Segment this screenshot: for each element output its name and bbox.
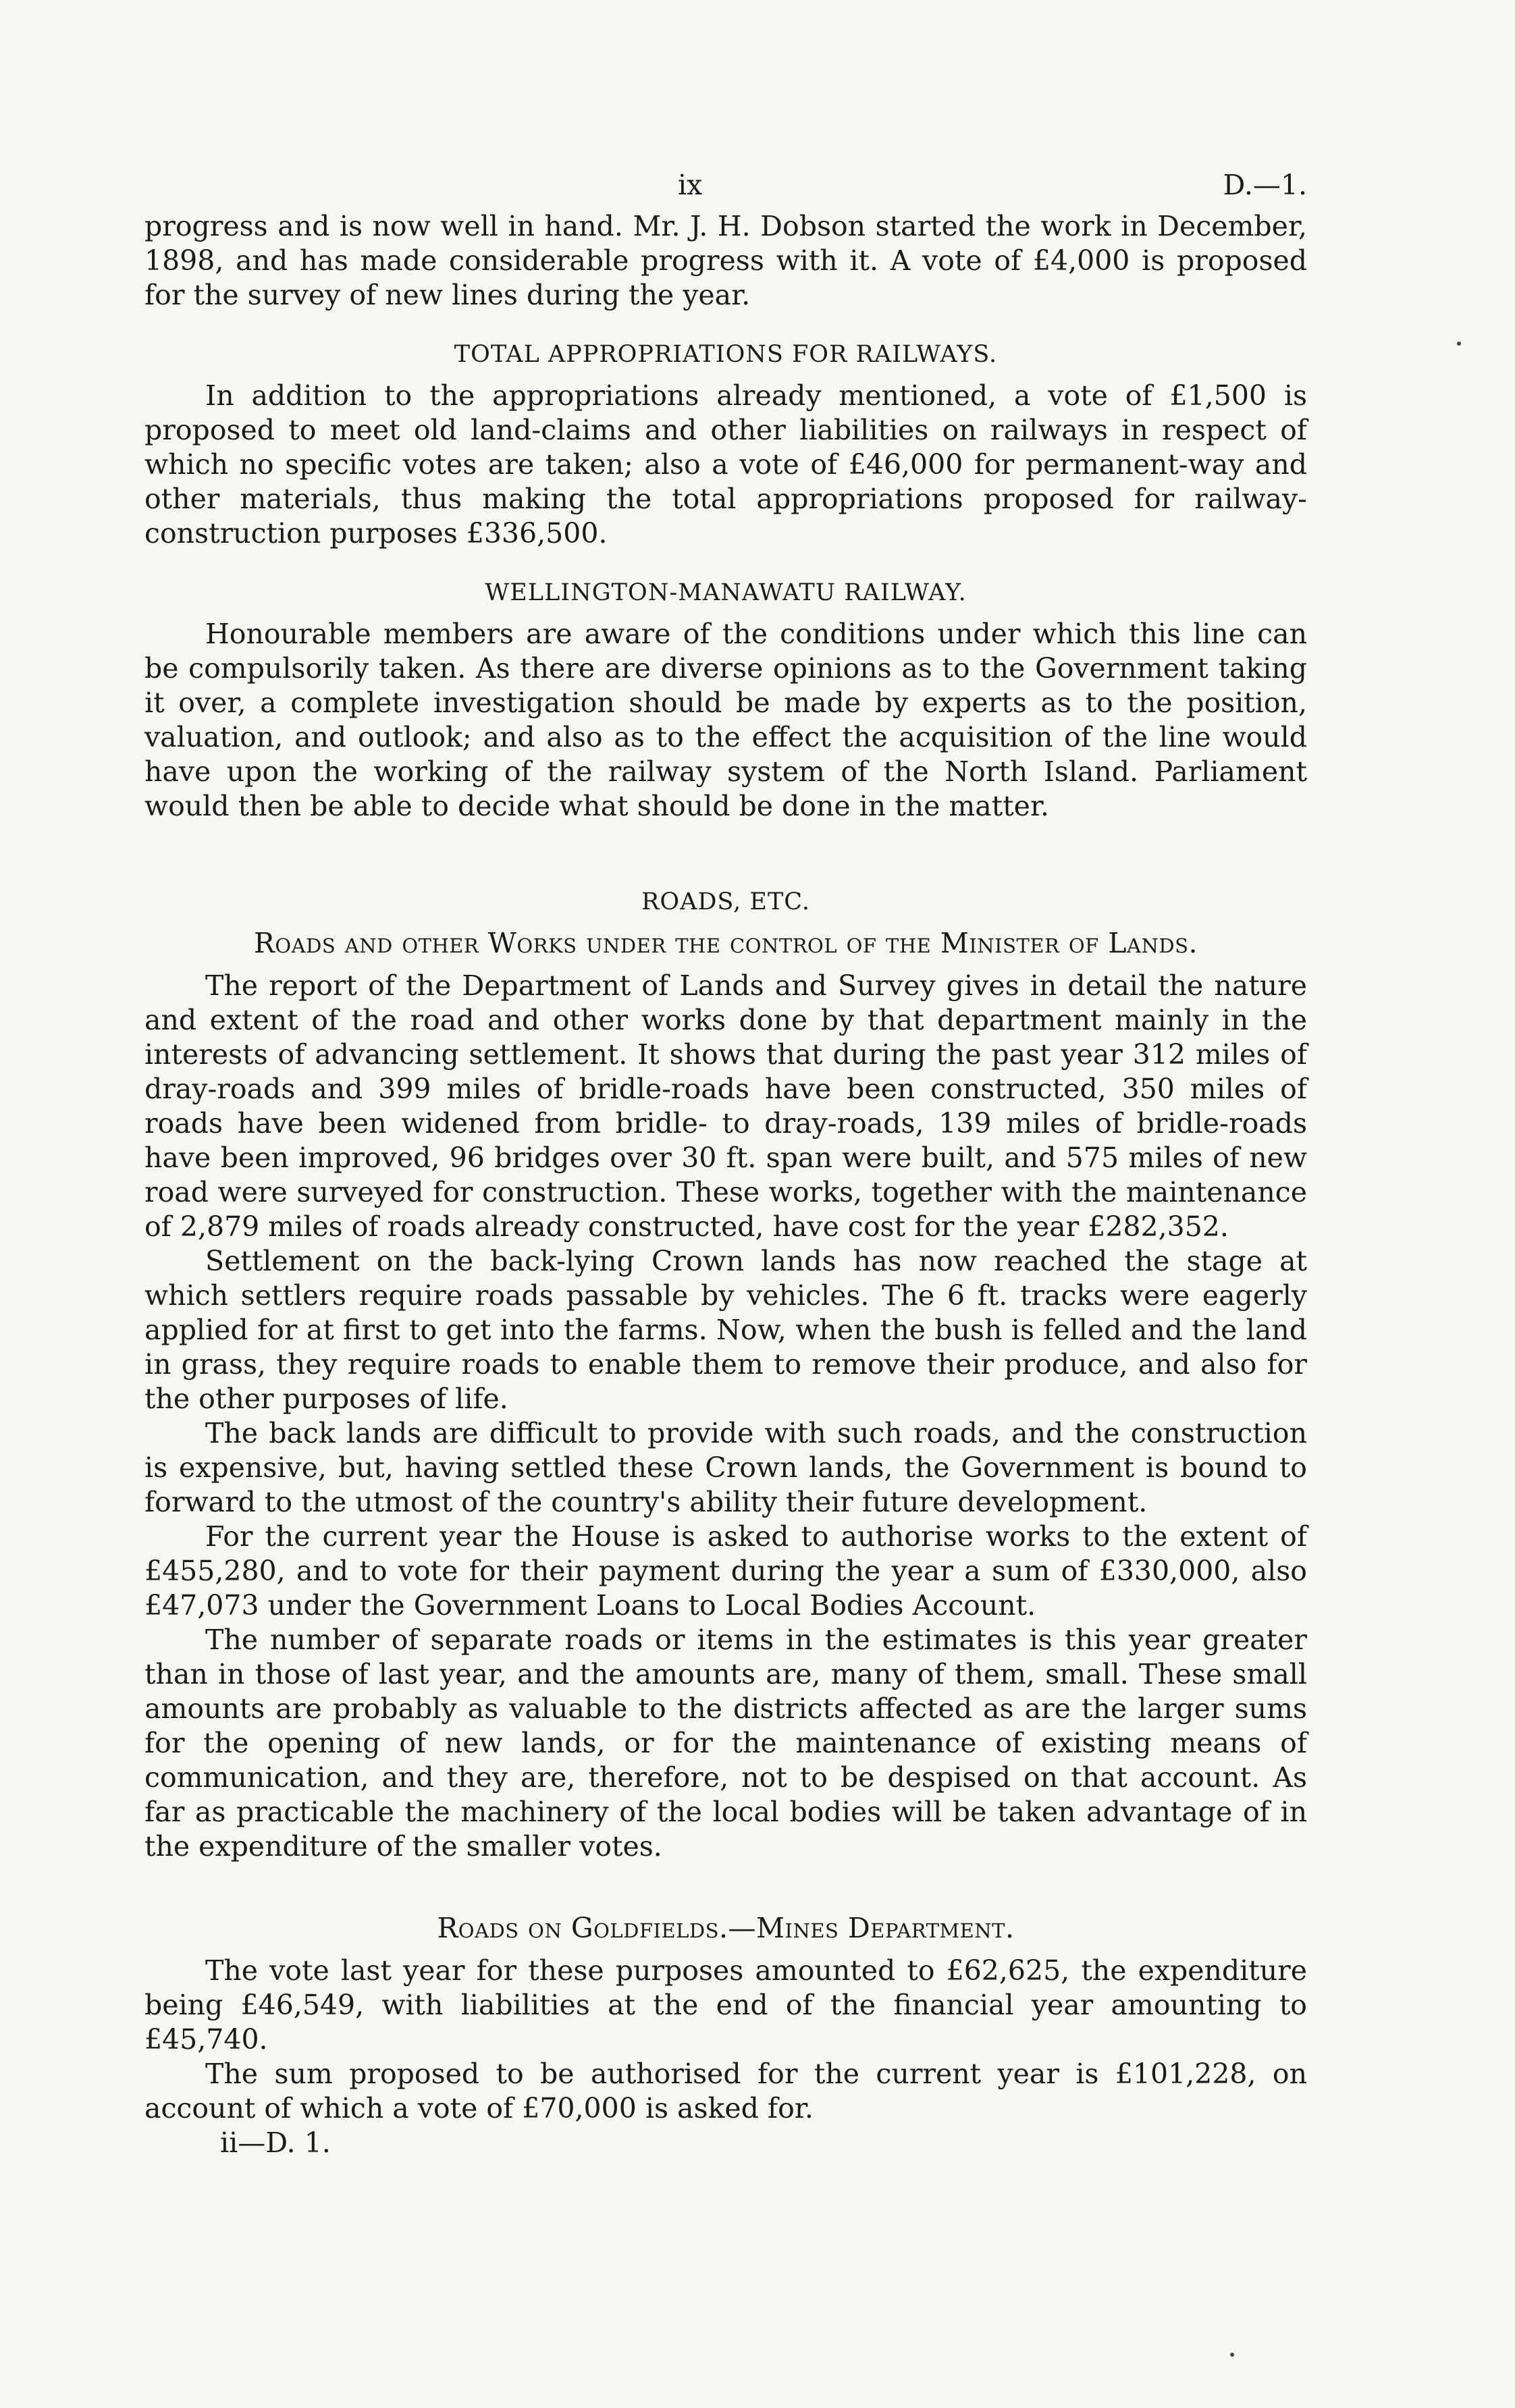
paragraph: Honourable members are aware of the conditions under which this line can be compulsorily taken. As there are diverse opinions as to the Government taking it over, a complete investigation should be made by experts as to the position, valuation, and outlook; and also as to the effect the acquisition of the line would have upon the working of the railway system of the North Island. Parliament would then be able to decide what should be done in the matter. xyxy=(144,618,1307,822)
subheading-goldfields: Roads on Goldfields.—Mines Department. xyxy=(437,1912,1015,1944)
ink-speck xyxy=(1457,342,1461,346)
ink-speck xyxy=(1230,2353,1234,2357)
continued-paragraph: progress and is now well in hand. Mr. J. H. Dobson started the work in December, 1898, and has made considerable progress with it. A vote of £4,000 is proposed for the survey of new lines during the year. xyxy=(144,210,1307,311)
paragraph: The vote last year for these purposes amounted to £62,625, the expenditure being £46,549, with liabilities at the end of the financial year amounting to £45,740. xyxy=(144,1954,1307,2056)
signature-mark: ii—D. 1. xyxy=(220,2126,331,2159)
paragraph: In addition to the appropriations already mentioned, a vote of £1,500 is proposed to meet old land-claims and other liabilities on railways in respect of which no specific votes are taken; also a vote of £46,000 for permanent-way and other materials, thus making the total appropriations proposed for railway-construction purposes £336,500. xyxy=(144,379,1307,550)
paragraph: For the current year the House is asked to authorise works to the extent of £455,280, and to vote for their payment during the year a sum of £330,000, also £47,073 under the Government Loans to Local Bodies Account. xyxy=(144,1520,1307,1622)
section-heading-wellington-manawatu: WELLINGTON-MANAWATU RAILWAY. xyxy=(485,579,967,606)
paragraph: The report of the Department of Lands and Survey gives in detail the nature and extent of the road and other works done by that department mainly in the interests of advancing settlement. It shows that during the past year 312 miles of dray-roads and 399 miles of bridle-roads have been constructed, 350 miles of roads have been widened from bridle- to dray-roads, 139 miles of bridle-roads have been improved, 96 bridges over 30 ft. span were built, and 575 miles of new road were surveyed for construction. These works, together with the maintenance of 2,879 miles of roads already constructed, have cost for the year £282,352. xyxy=(144,969,1307,1243)
section-heading-total-appropriations: TOTAL APPROPRIATIONS FOR RAILWAYS. xyxy=(454,341,998,368)
paragraph: The sum proposed to be authorised for the current year is £101,228, on account of which a vote of £70,000 is asked for. xyxy=(144,2058,1307,2124)
paragraph: The number of separate roads or items in the estimates is this year greater than in those of last year, and the amounts are, many of them, small. These small amounts are probably as valuable to the districts affected as are the larger sums for the opening of new lands, or for the maintenance of existing means of communication, and they are, therefore, not to be despised on that account. As far as practicable the machinery of the local bodies will be taken advantage of in the expenditure of the smaller votes. xyxy=(144,1624,1307,1863)
paragraph: The back lands are difficult to provide with such roads, and the construction is expensive, but, having settled these Crown lands, the Government is bound to forward to the utmost of the country's ability their future development. xyxy=(144,1417,1307,1518)
document-page xyxy=(144,169,1307,2160)
page-number: ix xyxy=(678,169,703,201)
document-reference: D.—1. xyxy=(1223,169,1307,201)
paragraph: Settlement on the back-lying Crown lands has now reached the stage at which settlers require roads passable by vehicles. The 6 ft. tracks were eagerly applied for at first to get into the farms. Now, when the bush is felled and the land in grass, they require roads to enable them to remove their produce, and also for the other purposes of life. xyxy=(144,1245,1307,1415)
section-heading-roads: ROADS, ETC. xyxy=(641,888,810,915)
running-header xyxy=(144,169,1307,209)
subheading-minister-of-lands: Roads and other Works under the control of the Minister of Lands. xyxy=(253,927,1198,959)
